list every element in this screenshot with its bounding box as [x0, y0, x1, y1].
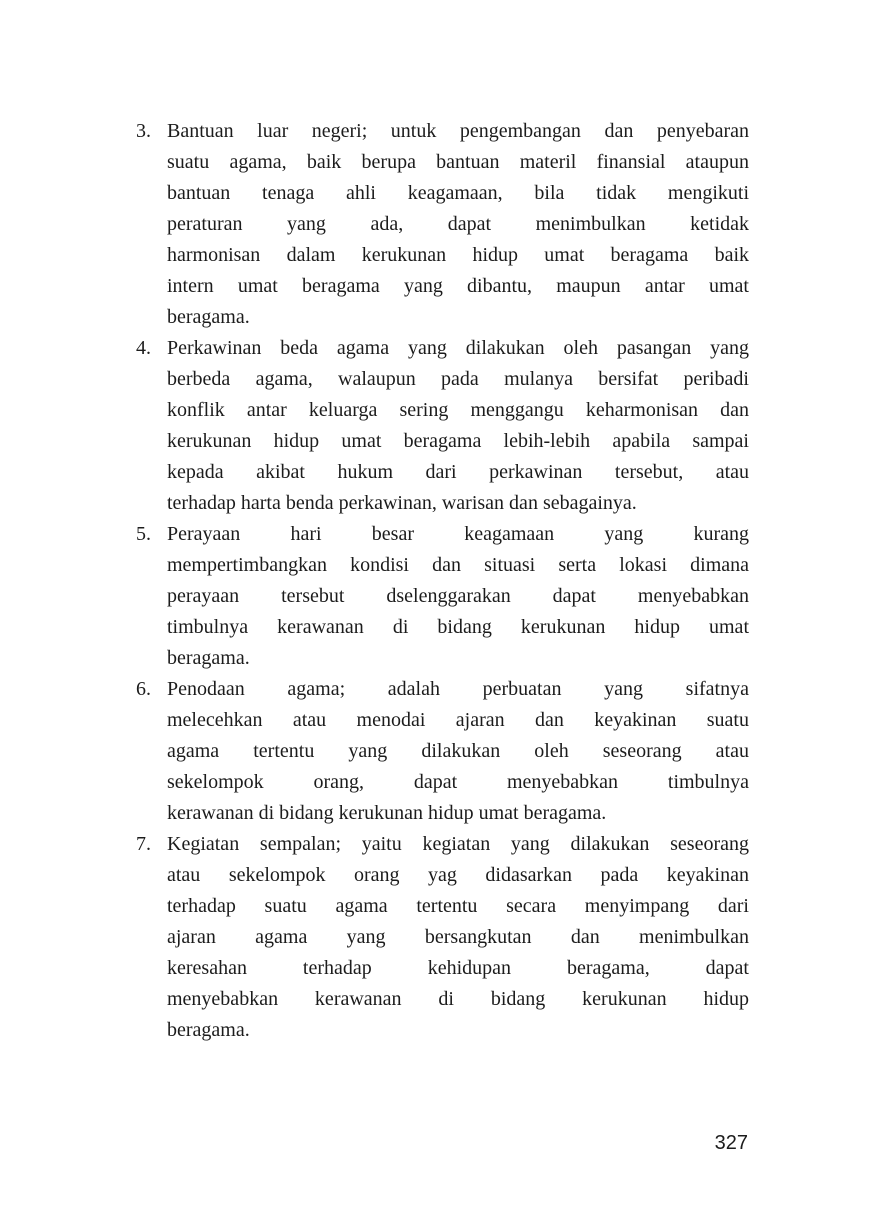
list-item	[136, 333, 749, 519]
text-line: Penodaan agama; adalah perbuatan yang sifatnya	[167, 678, 749, 700]
text-line: agama tertentu yang dilakukan oleh seseorang atau	[167, 740, 749, 762]
text-line: kerukunan hidup umat beragama lebih-lebih apabila sampai	[167, 430, 749, 452]
item-text	[167, 674, 749, 829]
list-item	[136, 519, 749, 674]
text-line: suatu agama, baik berupa bantuan materil finansial ataupun	[167, 151, 749, 173]
text-line: kerawanan di bidang kerukunan hidup umat beragama.	[167, 802, 607, 824]
text-line: menyebabkan kerawanan di bidang kerukunan hidup	[167, 988, 749, 1010]
text-line: perayaan tersebut dselenggarakan dapat menyebabkan	[167, 585, 749, 607]
text-line: harmonisan dalam kerukunan hidup umat beragama baik	[167, 244, 749, 266]
text-line: peraturan yang ada, dapat menimbulkan ketidak	[167, 213, 749, 235]
list-item	[136, 116, 749, 333]
text-line: Bantuan luar negeri; untuk pengembangan dan penyebaran	[167, 120, 749, 142]
item-text	[167, 333, 749, 519]
text-line: Perkawinan beda agama yang dilakukan oleh pasangan yang	[167, 337, 749, 359]
text-line: mempertimbangkan kondisi dan situasi serta lokasi dimana	[167, 554, 749, 576]
item-number: 7.	[136, 833, 151, 855]
page-number: 327	[714, 1132, 748, 1154]
text-line: berbeda agama, walaupun pada mulanya bersifat peribadi	[167, 368, 749, 390]
numbered-list	[136, 116, 749, 1046]
text-line: terhadap suatu agama tertentu secara menyimpang dari	[167, 895, 749, 917]
text-line: intern umat beragama yang dibantu, maupun antar umat	[167, 275, 749, 297]
text-line: beragama.	[167, 306, 250, 328]
text-line: ajaran agama yang bersangkutan dan menimbulkan	[167, 926, 749, 948]
item-text	[167, 519, 749, 674]
text-line: timbulnya kerawanan di bidang kerukunan hidup umat	[167, 616, 749, 638]
item-number: 4.	[136, 337, 151, 359]
list-item	[136, 829, 749, 1046]
text-line: beragama.	[167, 647, 250, 669]
text-line: melecehkan atau menodai ajaran dan keyakinan suatu	[167, 709, 749, 731]
text-line: Perayaan hari besar keagamaan yang kurang	[167, 523, 749, 545]
text-line: beragama.	[167, 1019, 250, 1041]
text-line: kepada akibat hukum dari perkawinan tersebut, atau	[167, 461, 749, 483]
item-text	[167, 116, 749, 333]
text-line: keresahan terhadap kehidupan beragama, dapat	[167, 957, 749, 979]
list-item	[136, 674, 749, 829]
item-number: 6.	[136, 678, 151, 700]
text-line: atau sekelompok orang yag didasarkan pada keyakinan	[167, 864, 749, 886]
text-line: sekelompok orang, dapat menyebabkan timbulnya	[167, 771, 749, 793]
text-line: Kegiatan sempalan; yaitu kegiatan yang dilakukan seseorang	[167, 833, 749, 855]
item-number: 5.	[136, 523, 151, 545]
text-line: terhadap harta benda perkawinan, warisan dan sebagainya.	[167, 492, 637, 514]
item-text	[167, 829, 749, 1046]
text-line: bantuan tenaga ahli keagamaan, bila tidak mengikuti	[167, 182, 749, 204]
text-line: konflik antar keluarga sering menggangu keharmonisan dan	[167, 399, 749, 421]
item-number: 3.	[136, 120, 151, 142]
